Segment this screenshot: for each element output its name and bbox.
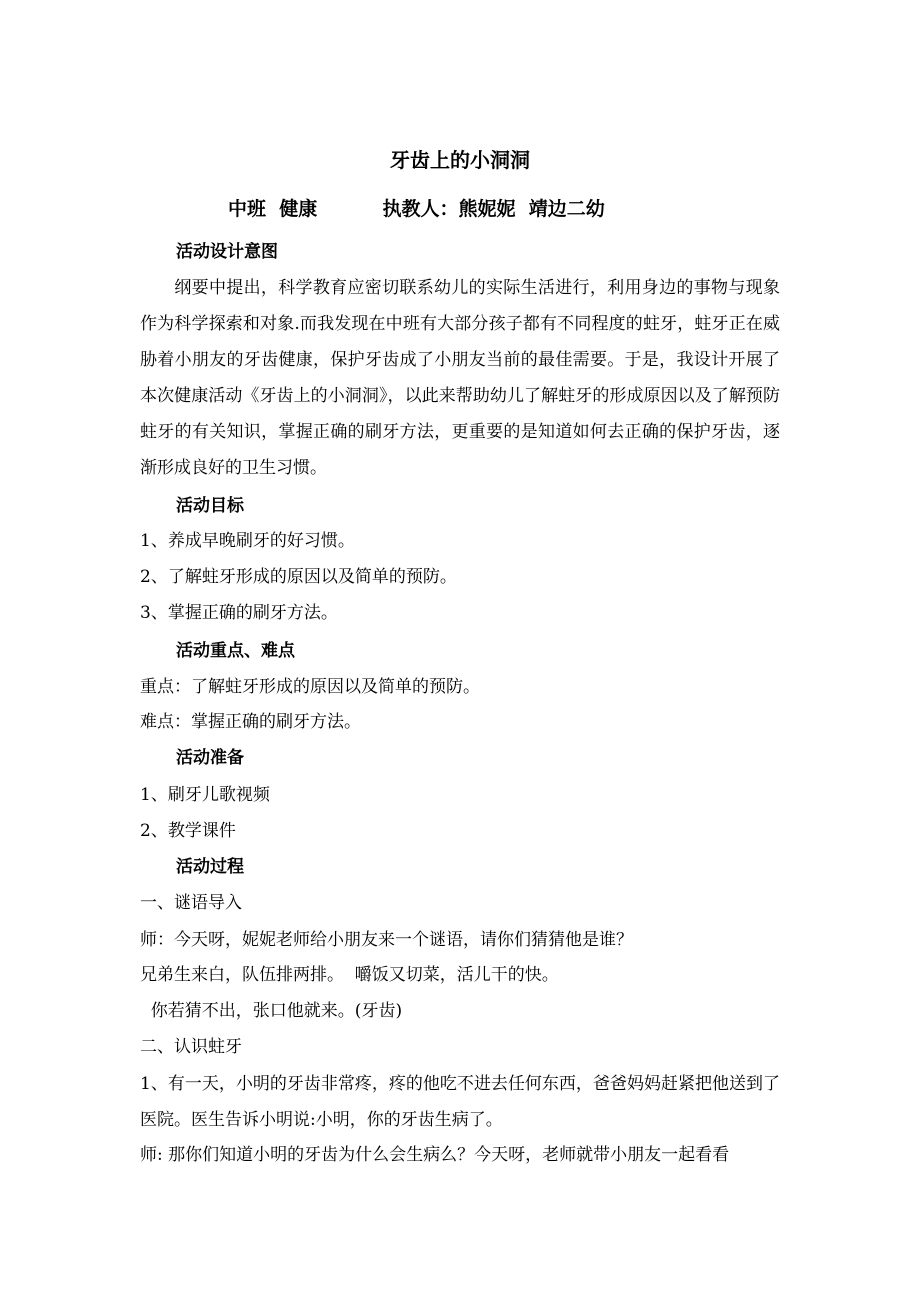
key-point: 重点：了解蛀牙形成的原因以及简单的预防。: [140, 677, 480, 697]
document-subtitle: [228, 196, 605, 222]
prep-item-2: 2、教学课件: [140, 821, 236, 841]
riddle-line-2: 你若猜不出，张口他就来。(牙齿): [140, 1001, 403, 1021]
design-text: 纲要中提出，科学教育应密切联系幼儿的实际生活进行，利用身边的事物与现象作为科学探索和对象.而我发现在中班有大部分孩子都有不同程度的蛀牙，蛀牙正在威胁着小朋友的牙齿健康，保护牙齿成了小朋友当前的最佳需要。于是，我设计开展了本次健康活动《牙齿上的小洞洞》，以此来帮助幼儿了解蛀牙的形成原因以及了解预防蛀牙的有关知识，掌握正确的刷牙方法，更重要的是知道如何去正确的保护牙齿，逐渐形成良好的卫生习惯。: [140, 278, 780, 478]
heading-design: 活动设计意图: [176, 242, 278, 262]
heading-key-points: 活动重点、难点: [176, 641, 295, 661]
process-step-1-title: 一、谜语导入: [140, 893, 242, 913]
subtitle-class: 中班 健康: [228, 198, 318, 220]
process-step-2-last-line: 师: 那你们知道小明的牙齿为什么会生病么？今天呀，老师就带小朋友一起看看: [140, 1145, 730, 1165]
design-paragraph: [140, 270, 780, 486]
heading-goals: 活动目标: [176, 496, 244, 516]
prep-item-1: 1、刷牙儿歌视频: [140, 785, 270, 805]
goal-item-3: 3、掌握正确的刷牙方法。: [140, 603, 338, 623]
heading-process: 活动过程: [176, 857, 244, 877]
goal-item-1: 1、养成早晚刷牙的好习惯。: [140, 531, 355, 551]
subtitle-teacher: 执教人：熊妮妮 靖边二幼: [382, 198, 605, 220]
goal-item-2: 2、了解蛀牙形成的原因以及简单的预防。: [140, 567, 457, 587]
difficult-point: 难点：掌握正确的刷牙方法。: [140, 712, 361, 732]
process-step-1-line: 师：今天呀，妮妮老师给小朋友来一个谜语，请你们猜猜他是谁？: [140, 930, 633, 950]
heading-preparation: 活动准备: [176, 748, 244, 768]
process-step-2-title: 二、认识蛀牙: [140, 1037, 242, 1057]
process-step-2-paragraph: 1、有一天，小明的牙齿非常疼，疼的他吃不进去任何东西，爸爸妈妈赶紧把他送到了医院。医生告诉小明说:小明，你的牙齿生病了。: [140, 1074, 780, 1130]
document-title: 牙齿上的小洞洞: [390, 148, 530, 172]
riddle-line-1: 兄弟生来白，队伍排两排。 嚼饭又切菜，活儿干的快。: [140, 965, 559, 985]
